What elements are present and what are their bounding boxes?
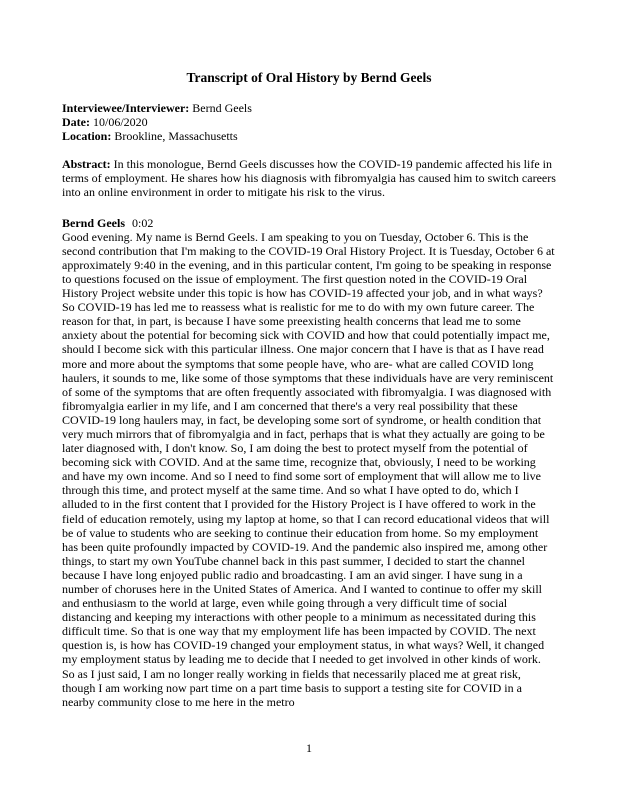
metadata-block [62,101,556,143]
document-title: Transcript of Oral History by Bernd Geels [186,70,432,85]
meta-interviewee-label: Interviewee/Interviewer: [62,101,190,115]
meta-date-label: Date: [62,115,90,130]
speaker-heading [62,216,556,230]
meta-row-date [62,115,556,129]
meta-location-value: Brookline, Massachusetts [114,129,238,144]
meta-date-value: 10/06/2020 [92,115,148,130]
speaker-name: Bernd Geels [62,215,125,230]
abstract-label: Abstract: [62,157,111,172]
meta-row-location [62,129,556,143]
page-number: 1 [306,740,312,755]
abstract-text: In this monologue, Bernd Geels discusses how the COVID-19 pandemic affected his life in terms of employment. He shares how his diagnosis with fibromyalgia has caused him to switch careers into an online environment in order to mitigate his risk to the virus. [62,157,556,200]
speaker-timestamp: 0:02 [132,215,154,230]
meta-interviewee-value: Bernd Geels [192,101,252,115]
abstract-paragraph [62,157,556,199]
transcript-paragraph: Good evening. My name is Bernd Geels. I am speaking to you on Tuesday, October 6. This is the second contribution that I'm making to the COVID-19 Oral History Project. It is Tuesday, October 6 at approximately 9:40 in the evening, and in this particular content, I'm going to be speaking in response to questions focused on the issue of employment. The first question noted in the COVID-19 Oral History Project website under this topic is how has COVID-19 affected your job, and in what ways? So COVID-19 has led me to reassess what is realistic for me to do with my own future career. The reason for that, in part, is because I have some preexisting health concerns that lead me to some anxiety about the potential for becoming sick with COVID and how that could potentially impact me, should I become sick with this particular illness. One major concern that I have is that as I have read more and more about the symptoms that some people have, who are- what are called COVID long haulers, it sounds to me, like some of those symptoms that these individuals have are very reminiscent of some of the symptoms that are often frequently associated with fibromyalgia. I was diagnosed with fibromyalgia earlier in my life, and I am concerned that there's a very real possibility that these COVID-19 long haulers may, in fact, be developing some sort of syndrome, or health condition that very much mirrors that of fibromyalgia and in fact, perhaps that is what they actually are going to be later diagnosed with, I don't know. So, I am doing the best to protect myself from the potential of becoming sick with COVID. And at the same time, recognize that, obviously, I need to be working and have my own income. And so I need to find some sort of employment that will allow me to live through this time, and protect myself at the same time. And so what I have opted to do, which I alluded to in the first content that I provided for the History Project is I have offered to work in the field of education remotely, using my laptop at home, so that I can record educational videos that will be of value to students who are seeking to continue their education from home. So my employment has been quite profoundly impacted by COVID-19. And the pandemic also inspired me, among other things, to start my own YouTube channel back in this past summer, I decided to start the channel because I have long enjoyed public radio and broadcasting. I am an avid singer. I have sung in a number of choruses here in the United States of America. And I wanted to continue to offer my skill and enthusiasm to the world at large, even while going through a very difficult time of social distancing and keeping my interactions with other people to a minimum as necessitated during this difficult time. So that is one way that my employment life has been impacted by COVID. The next question is, is how has COVID-19 changed your employment status, in what ways? Well, it changed my employment status by leading me to decide that I needed to get involved in other kinds of work. So as I just said, I am no longer really working in fields that necessarily placed me at great risk, though I am working now part time on a part time basis to support a testing site for COVID in a nearby community close to me here in the metro [62,229,555,709]
meta-row-interviewee [62,101,556,115]
meta-location-label: Location: [62,129,112,144]
